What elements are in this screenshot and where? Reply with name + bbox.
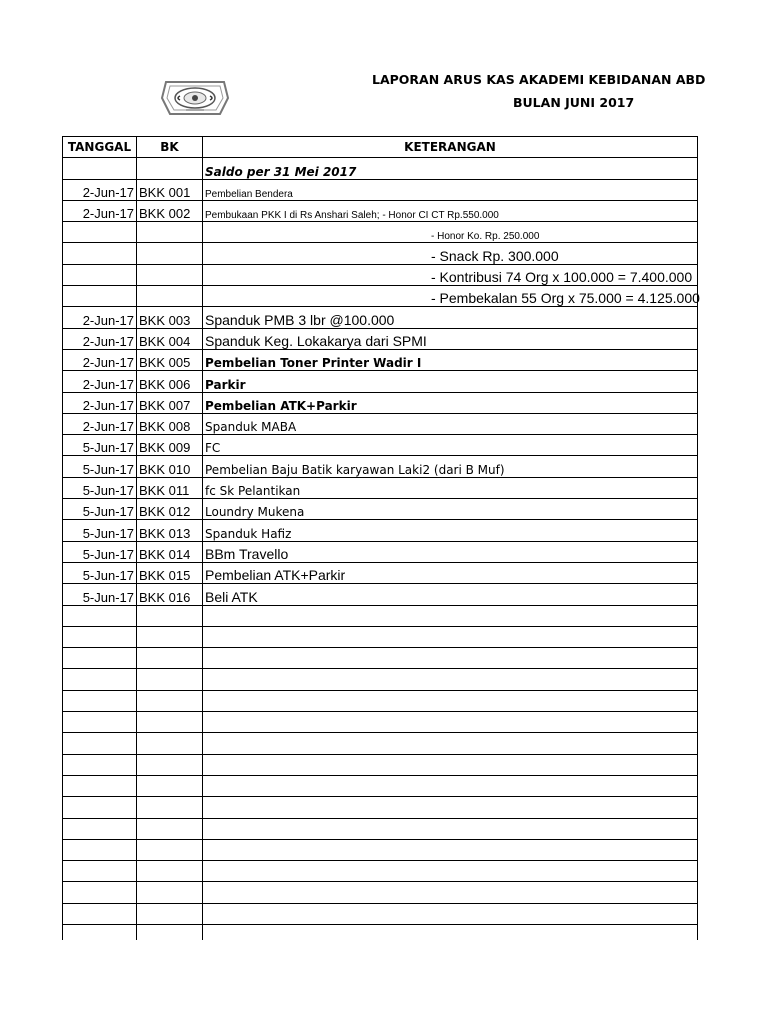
cell-tanggal	[63, 754, 137, 775]
cell-tanggal: 2-Jun-17	[63, 371, 137, 392]
table-row	[63, 264, 698, 285]
table-row	[63, 903, 698, 924]
table-row	[63, 733, 698, 754]
table-row	[63, 413, 698, 434]
table-row	[63, 924, 698, 940]
cell-tanggal: 2-Jun-17	[63, 328, 137, 349]
cell-tanggal	[63, 286, 137, 307]
cell-keterangan	[203, 839, 698, 860]
cell-keterangan: Pembelian ATK+Parkir	[203, 562, 698, 583]
cell-tanggal: 5-Jun-17	[63, 435, 137, 456]
cell-bk: BKK 011	[137, 477, 203, 498]
cell-bk	[137, 286, 203, 307]
table-row	[63, 243, 698, 264]
cell-tanggal: 5-Jun-17	[63, 456, 137, 477]
cell-tanggal	[63, 861, 137, 882]
table-row	[63, 371, 698, 392]
cell-bk	[137, 690, 203, 711]
table-row	[63, 648, 698, 669]
report-subtitle: BULAN JUNI 2017	[513, 95, 635, 110]
cell-tanggal	[63, 733, 137, 754]
cell-bk: BKK 015	[137, 562, 203, 583]
table-row	[63, 775, 698, 796]
cell-tanggal	[63, 605, 137, 626]
cell-bk	[137, 903, 203, 924]
institution-logo-icon	[158, 76, 232, 120]
cell-keterangan	[203, 775, 698, 796]
cell-keterangan	[203, 924, 698, 940]
table-row	[63, 605, 698, 626]
cell-bk	[137, 839, 203, 860]
cell-bk	[137, 669, 203, 690]
cell-bk	[137, 924, 203, 940]
cell-tanggal	[63, 775, 137, 796]
cell-tanggal: 5-Jun-17	[63, 477, 137, 498]
cell-keterangan	[203, 669, 698, 690]
table-header-row	[63, 137, 698, 158]
table-row	[63, 839, 698, 860]
cell-tanggal: 2-Jun-17	[63, 413, 137, 434]
cell-bk: BKK 002	[137, 200, 203, 221]
cell-bk	[137, 733, 203, 754]
cell-keterangan: - Kontribusi 74 Org x 100.000 = 7.400.000	[203, 264, 698, 285]
cell-keterangan: FC	[203, 435, 698, 456]
table-row	[63, 158, 698, 179]
cell-keterangan: Pembelian Bendera	[203, 179, 698, 200]
cell-tanggal: 2-Jun-17	[63, 392, 137, 413]
cell-keterangan: Pembelian Toner Printer Wadir I	[203, 349, 698, 370]
cell-keterangan	[203, 818, 698, 839]
cell-bk	[137, 222, 203, 243]
cell-bk: BKK 003	[137, 307, 203, 328]
cell-keterangan: - Honor Ko. Rp. 250.000	[203, 222, 698, 243]
column-header-tanggal: TANGGAL	[63, 137, 137, 158]
cell-tanggal	[63, 222, 137, 243]
cell-tanggal	[63, 626, 137, 647]
table-row	[63, 499, 698, 520]
table-row	[63, 669, 698, 690]
cell-bk: BKK 013	[137, 520, 203, 541]
cell-bk: BKK 007	[137, 392, 203, 413]
cell-keterangan	[203, 648, 698, 669]
table-row	[63, 861, 698, 882]
cell-keterangan: BBm Travello	[203, 541, 698, 562]
cell-keterangan: Pembukaan PKK I di Rs Anshari Saleh; - Honor CI CT Rp.550.000	[203, 200, 698, 221]
cell-keterangan: Loundry Mukena	[203, 499, 698, 520]
table-row	[63, 818, 698, 839]
cell-tanggal: 5-Jun-17	[63, 520, 137, 541]
cell-keterangan: Saldo per 31 Mei 2017	[203, 158, 698, 179]
cell-keterangan: Spanduk PMB 3 lbr @100.000	[203, 307, 698, 328]
cell-tanggal	[63, 669, 137, 690]
cell-bk	[137, 648, 203, 669]
table-row	[63, 520, 698, 541]
cell-keterangan: fc Sk Pelantikan	[203, 477, 698, 498]
cell-bk: BKK 005	[137, 349, 203, 370]
cell-tanggal	[63, 648, 137, 669]
table-row	[63, 882, 698, 903]
table-row	[63, 456, 698, 477]
table-row	[63, 286, 698, 307]
cell-keterangan	[203, 733, 698, 754]
table-row	[63, 222, 698, 243]
cell-keterangan	[203, 861, 698, 882]
cell-bk	[137, 264, 203, 285]
cell-tanggal: 2-Jun-17	[63, 200, 137, 221]
table-row	[63, 562, 698, 583]
cell-tanggal	[63, 882, 137, 903]
cell-bk	[137, 797, 203, 818]
cell-bk	[137, 861, 203, 882]
cell-keterangan: Pembelian ATK+Parkir	[203, 392, 698, 413]
cell-keterangan	[203, 754, 698, 775]
cash-flow-sheet	[62, 136, 768, 940]
table-row	[63, 200, 698, 221]
report-title: LAPORAN ARUS KAS AKADEMI KEBIDANAN ABD	[372, 72, 706, 87]
cell-bk: BKK 001	[137, 179, 203, 200]
cell-keterangan	[203, 690, 698, 711]
cell-tanggal	[63, 924, 137, 940]
cell-keterangan	[203, 626, 698, 647]
cell-keterangan: Parkir	[203, 371, 698, 392]
cell-keterangan: - Snack Rp. 300.000	[203, 243, 698, 264]
table-row	[63, 797, 698, 818]
cell-tanggal	[63, 797, 137, 818]
cell-tanggal	[63, 158, 137, 179]
cell-bk: BKK 004	[137, 328, 203, 349]
cell-tanggal	[63, 839, 137, 860]
cell-bk: BKK 006	[137, 371, 203, 392]
table-row	[63, 307, 698, 328]
cell-bk	[137, 882, 203, 903]
cell-bk	[137, 626, 203, 647]
cell-keterangan: Spanduk MABA	[203, 413, 698, 434]
cell-tanggal: 2-Jun-17	[63, 349, 137, 370]
cell-keterangan: - Pembekalan 55 Org x 75.000 = 4.125.000	[203, 286, 698, 307]
cell-tanggal: 5-Jun-17	[63, 584, 137, 605]
table-row	[63, 392, 698, 413]
cell-tanggal: 2-Jun-17	[63, 179, 137, 200]
cell-bk	[137, 605, 203, 626]
cell-bk: BKK 016	[137, 584, 203, 605]
cell-keterangan: Pembelian Baju Batik karyawan Laki2 (dari B Muf)	[203, 456, 698, 477]
cell-keterangan	[203, 903, 698, 924]
cell-bk	[137, 775, 203, 796]
cell-keterangan: Spanduk Keg. Lokakarya dari SPMI	[203, 328, 698, 349]
table-row	[63, 626, 698, 647]
cell-bk: BKK 014	[137, 541, 203, 562]
cell-tanggal	[63, 903, 137, 924]
cell-tanggal	[63, 712, 137, 733]
cell-bk: BKK 008	[137, 413, 203, 434]
cell-tanggal	[63, 243, 137, 264]
cell-tanggal	[63, 690, 137, 711]
table-row	[63, 754, 698, 775]
cell-tanggal	[63, 264, 137, 285]
table-row	[63, 179, 698, 200]
table-row	[63, 477, 698, 498]
cell-keterangan	[203, 882, 698, 903]
cell-bk	[137, 818, 203, 839]
cell-tanggal: 5-Jun-17	[63, 499, 137, 520]
cell-tanggal: 5-Jun-17	[63, 541, 137, 562]
column-header-bk: BK	[137, 137, 203, 158]
table-row	[63, 712, 698, 733]
column-header-keterangan: KETERANGAN	[203, 137, 698, 158]
cell-keterangan	[203, 712, 698, 733]
cell-bk: BKK 009	[137, 435, 203, 456]
table-row	[63, 328, 698, 349]
cell-bk	[137, 243, 203, 264]
cell-bk	[137, 158, 203, 179]
cell-tanggal: 2-Jun-17	[63, 307, 137, 328]
cell-tanggal: 5-Jun-17	[63, 562, 137, 583]
cell-bk: BKK 012	[137, 499, 203, 520]
table-row	[63, 435, 698, 456]
table-row	[63, 584, 698, 605]
cell-bk: BKK 010	[137, 456, 203, 477]
table-row	[63, 349, 698, 370]
cell-keterangan: Spanduk Hafiz	[203, 520, 698, 541]
cell-tanggal	[63, 818, 137, 839]
cell-keterangan	[203, 605, 698, 626]
cell-bk	[137, 712, 203, 733]
cell-bk	[137, 754, 203, 775]
cell-keterangan: Beli ATK	[203, 584, 698, 605]
table-row	[63, 541, 698, 562]
table-row	[63, 690, 698, 711]
cell-keterangan	[203, 797, 698, 818]
cash-flow-table	[62, 136, 698, 940]
